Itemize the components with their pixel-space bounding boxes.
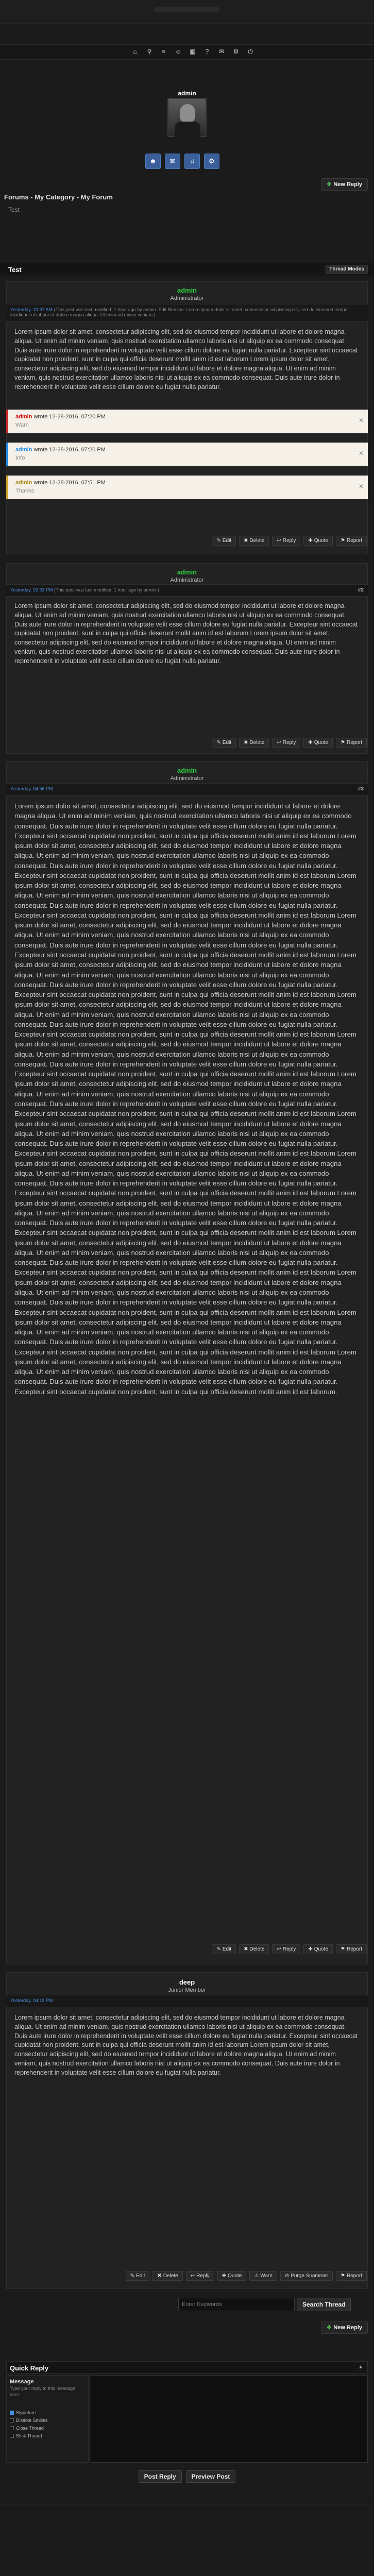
post-1-meta [6,304,368,321]
quote-button[interactable] [303,536,333,546]
close-icon[interactable]: ✕ [358,450,364,457]
quote-label: Quote [314,1946,329,1952]
quote-label: Quote [228,2273,242,2279]
report-button[interactable] [336,536,367,546]
alert-thanks [6,476,368,499]
username[interactable]: admin [178,90,196,97]
reply-label: Reply [282,1946,296,1952]
close-icon[interactable]: ✕ [358,483,364,490]
option-signature[interactable] [10,2410,85,2415]
new-reply-button[interactable] [321,178,368,191]
user-icon[interactable]: ☻ [145,154,161,169]
author-title: Junior Member [168,1987,206,1993]
quote-button[interactable] [303,1944,333,1954]
flag-icon: ⚑ [341,740,345,745]
alert-author[interactable]: admin [15,480,32,486]
quick-reply-buttons [0,2470,374,2483]
author-name[interactable]: admin [177,286,197,294]
checkbox[interactable] [10,2411,14,2415]
alert-info [6,443,368,466]
report-label: Report [346,2273,362,2279]
logout-icon[interactable]: ⏻ [248,48,253,55]
author-name[interactable]: deep [179,1978,195,1986]
mail-icon[interactable]: ✉ [218,48,225,55]
thread-modes-button[interactable]: Thread Modes [326,265,368,274]
delete-label: Delete [249,740,265,745]
purge-spammer-button[interactable] [280,2271,333,2281]
plus-icon: ✚ [308,1946,313,1952]
post-number[interactable]: #2 [358,587,364,593]
warn-button[interactable] [249,2271,277,2281]
option-label: Close Thread [16,2426,44,2431]
post-3-author [6,767,368,782]
new-reply-label: New Reply [333,2325,362,2331]
post-3-body: Lorem ipsum dolor sit amet, consectetur adipiscing elit, sed do eiusmod tempor incididunt ut labore et dolore magna aliqua. Ut enim ad minim veniam, quis nostrud exercitation ullamco laboris nisi ut aliquip ex ea commodo consequat. Duis aute irure dolor in reprehenderit in voluptate velit esse cillum dolore eu fugiat nulla pariatur. Excepteur sint occaecat cupidatat non proident, sunt in culpa qui officia deserunt mollit anim id est laborum Lorem ipsum dolor sit amet, consectetur adipiscing elit, sed do eiusmod tempor incididunt ut labore et dolore magna aliqua. Ut enim ad minim veniam, quis nostrud exercitation ullamco laboris nisi ut aliquip ex ea commodo consequat. Duis aute irure dolor in reprehenderit in voluptate velit esse cillum dolore eu fugiat nulla pariatur. Excepteur sint occaecat cupidatat non proident, sunt in culpa qui officia deserunt mollit anim id est laborum Lorem ipsum dolor sit amet, consectetur adipiscing elit, sed do eiusmod tempor incididunt ut labore et dolore magna aliqua. Ut enim ad minim veniam, quis nostrud exercitation ullamco laboris nisi ut aliquip ex ea commodo consequat. Duis aute irure dolor in reprehenderit in voluptate velit esse cillum dolore eu fugiat nulla pariatur. Excepteur sint occaecat cupidatat non proident, sunt in culpa qui officia deserunt mollit anim id est laborum Lorem ipsum dolor sit amet, consectetur adipiscing elit, sed do eiusmod tempor incididunt ut labore et dolore magna aliqua. Ut enim ad minim veniam, quis nostrud exercitation ullamco laboris nisi ut aliquip ex ea commodo consequat. Duis aute irure dolor in reprehenderit in voluptate velit esse cillum dolore eu fugiat nulla pariatur. Excepteur sint occaecat cupidatat non proident, sunt in culpa qui officia deserunt mollit anim id est laborum Lorem ipsum dolor sit amet, consectetur adipiscing elit, sed do eiusmod tempor incididunt ut labore et dolore magna aliqua. Ut enim ad minim veniam, quis nostrud exercitation ullamco laboris nisi ut aliquip ex ea commodo consequat. Duis aute irure dolor in reprehenderit in voluptate velit esse cillum dolore eu fugiat nulla pariatur. Excepteur sint occaecat cupidatat non proident, sunt in culpa qui officia deserunt mollit anim id est laborum Lorem ipsum dolor sit amet, consectetur adipiscing elit, sed do eiusmod tempor incididunt ut labore et dolore magna aliqua. Ut enim ad minim veniam, quis nostrud exercitation ullamco laboris nisi ut aliquip ex ea commodo consequat. Duis aute irure dolor in reprehenderit in voluptate velit esse cillum dolore eu fugiat nulla pariatur. Excepteur sint occaecat cupidatat non proident, sunt in culpa qui officia deserunt mollit anim id est laborum Lorem ipsum dolor sit amet, consectetur adipiscing elit, sed do eiusmod tempor incididunt ut labore et dolore magna aliqua. Ut enim ad minim veniam, quis nostrud exercitation ullamco laboris nisi ut aliquip ex ea commodo consequat. Duis aute irure dolor in reprehenderit in voluptate velit esse cillum dolore eu fugiat nulla pariatur. Excepteur sint occaecat cupidatat non proident, sunt in culpa qui officia deserunt mollit anim id est laborum Lorem ipsum dolor sit amet, consectetur adipiscing elit, sed do eiusmod tempor incididunt ut labore et dolore magna aliqua. Ut enim ad minim veniam, quis nostrud exercitation ullamco laboris nisi ut aliquip ex ea commodo consequat. Duis aute irure dolor in reprehenderit in voluptate velit esse cillum dolore eu fugiat nulla pariatur. Excepteur sint occaecat cupidatat non proident, sunt in culpa qui officia deserunt mollit anim id est laborum Lorem ipsum dolor sit amet, consectetur adipiscing elit, sed do eiusmod tempor incididunt ut labore et dolore magna aliqua. Ut enim ad minim veniam, quis nostrud exercitation ullamco laboris nisi ut aliquip ex ea commodo consequat. Duis aute irure dolor in reprehenderit in voluptate velit esse cillum dolore eu fugiat nulla pariatur. Excepteur sint occaecat cupidatat non proident, sunt in culpa qui officia deserunt mollit anim id est laborum Lorem ipsum dolor sit amet, consectetur adipiscing elit, sed do eiusmod tempor incididunt ut labore et dolore magna aliqua. Ut enim ad minim veniam, quis nostrud exercitation ullamco laboris nisi ut aliquip ex ea commodo consequat. Duis aute irure dolor in reprehenderit in voluptate velit esse cillum dolore eu fugiat nulla pariatur. Excepteur sint occaecat cupidatat non proident, sunt in culpa qui officia deserunt mollit anim id est laborum Lorem ipsum dolor sit amet, consectetur adipiscing elit, sed do eiusmod tempor incididunt ut labore et dolore magna aliqua. Ut enim ad minim veniam, quis nostrud exercitation ullamco laboris nisi ut aliquip ex ea commodo consequat. Duis aute irure dolor in reprehenderit in voluptate velit esse cillum dolore eu fugiat nulla pariatur. Excepteur sint occaecat cupidatat non proident, sunt in culpa qui officia deserunt mollit anim id est laborum Lorem ipsum dolor sit amet, consectetur adipiscing elit, sed do eiusmod tempor incididunt ut labore et dolore magna aliqua. Ut enim ad minim veniam, quis nostrud exercitation ullamco laboris nisi ut aliquip ex ea commodo consequat. Duis aute irure dolor in reprehenderit in voluptate velit esse cillum dolore eu fugiat nulla pariatur. Excepteur sint occaecat cupidatat non proident, sunt in culpa qui officia deserunt mollit anim id est laborum Lorem ipsum dolor sit amet, consectetur adipiscing elit, sed do eiusmod tempor incididunt ut labore et dolore magna aliqua. Ut enim ad minim veniam, quis nostrud exercitation ullamco laboris nisi ut aliquip ex ea commodo consequat. Duis aute irure dolor in reprehenderit in voluptate velit esse cillum dolore eu fugiat nulla pariatur. Excepteur sint occaecat cupidatat non proident, sunt in culpa qui officia deserunt mollit anim id est laborum Lorem ipsum dolor sit amet, consectetur adipiscing elit, sed do eiusmod tempor incididunt ut labore et dolore magna aliqua. Ut enim ad minim veniam, quis nostrud exercitation ullamco laboris nisi ut aliquip ex ea commodo consequat. Duis aute irure dolor in reprehenderit in voluptate velit esse cillum dolore eu fugiat nulla pariatur. Excepteur sint occaecat cupidatat non proident, sunt in culpa qui officia deserunt mollit anim id est laborum Lorem ipsum dolor sit amet, consectetur adipiscing elit, sed do eiusmod tempor incididunt ut labore et dolore magna aliqua. Ut enim ad minim veniam, quis nostrud exercitation ullamco laboris nisi ut aliquip ex ea commodo consequat. Duis aute irure dolor in reprehenderit in voluptate velit esse cillum dolore eu fugiat nulla pariatur. Excepteur sint occaecat cupidatat non proident, sunt in culpa qui officia deserunt mollit anim id est laborum. [14,802,356,1396]
pencil-icon: ✎ [130,2273,135,2279]
option-disable-smilies[interactable] [10,2418,85,2423]
edit-button[interactable] [212,738,236,748]
option-label: Stick Thread [16,2433,42,2439]
alert-text: wrote 12-28-2016, 07:51 PM [33,480,106,486]
option-close-thread[interactable] [10,2426,85,2431]
reply-icon: ↩ [277,740,281,745]
trash-icon: ✖ [244,740,248,745]
users-icon[interactable]: ☺ [175,48,182,55]
post-4-body: Lorem ipsum dolor sit amet, consectetur adipiscing elit, sed do eiusmod tempor incididunt ut labore et dolore magna aliqua. Ut enim ad minim veniam, quis nostrud exercitation ullamco laboris nisi ut aliquip ex ea commodo consequat. Duis aute irure dolor in reprehenderit in voluptate velit esse cillum dolore eu fugiat nulla pariatur. Excepteur sint occaecat cupidatat non proident, sunt in culpa qui officia deserunt mollit anim id est laborum Lorem ipsum dolor sit amet, consectetur adipiscing elit, sed do eiusmod tempor incididunt ut labore et dolore magna aliqua. Ut enim ad minim veniam, quis nostrud exercitation ullamco laboris nisi ut aliquip ex ea commodo consequat. Duis aute irure dolor in reprehenderit in voluptate velit esse cillum dolore eu fugiat nulla pariatur. [14,2014,358,2076]
author-title: Administrator [170,577,204,583]
reply-button[interactable] [272,1944,300,1954]
quote-button[interactable] [303,738,333,748]
reply-icon: ↩ [277,1946,281,1952]
close-icon[interactable]: ✕ [358,417,364,424]
report-button[interactable] [336,2271,367,2281]
plus-icon: ✚ [327,2325,332,2331]
pencil-icon: ✎ [216,1946,221,1952]
author-name[interactable]: admin [177,767,197,774]
edit-label: Edit [222,538,232,544]
reply-button[interactable] [272,536,300,546]
checkbox[interactable] [10,2426,14,2430]
post-4-actions [126,2271,367,2281]
trash-icon: ✖ [244,1946,248,1952]
post-date[interactable]: Yesterday, 04:19 PM [10,1998,53,2003]
plus-icon: ✚ [308,740,313,745]
message-label: Message [10,2379,34,2385]
alert-label: Thanks [15,488,35,494]
plus-icon: ✚ [222,2273,227,2279]
delete-button[interactable] [239,536,269,546]
report-label: Report [346,740,362,745]
search-thread-button[interactable]: Search Thread [297,2298,351,2311]
edit-button[interactable] [212,1944,236,1954]
post-number[interactable]: #3 [358,786,364,792]
delete-button[interactable] [239,1944,269,1954]
collapse-icon[interactable]: ▲ [358,2364,363,2370]
quote-button[interactable] [217,2271,247,2281]
bell-icon[interactable]: ♫ [184,154,200,169]
pencil-icon: ✎ [216,740,221,745]
new-reply-button-bottom[interactable] [321,2321,368,2334]
delete-label: Delete [163,2273,178,2279]
breadcrumb[interactable]: Forums - My Category - My Forum [4,193,113,201]
author-name[interactable]: admin [177,568,197,576]
post-2-actions [212,738,367,748]
pencil-icon: ✎ [216,538,221,544]
calendar-icon[interactable]: ▦ [190,48,196,55]
trash-icon: ✖ [244,538,248,544]
post-1-author [6,286,368,301]
help-icon[interactable]: ? [205,48,209,55]
preview-post-button[interactable]: Preview Post [186,2470,236,2483]
quick-reply-textarea[interactable] [91,2375,368,2463]
delete-label: Delete [249,538,265,544]
reply-label: Reply [282,740,296,745]
post-date[interactable]: Yesterday, 02:31 PM [10,587,53,592]
pm-icon[interactable]: ✉ [165,154,180,169]
alert-label: Warn [15,422,29,428]
search-input[interactable] [178,2298,295,2311]
author-title: Administrator [170,295,204,301]
author-title: Administrator [170,775,204,782]
avatar[interactable] [167,98,207,137]
post-date[interactable]: Yesterday, 04:56 PM [10,786,53,791]
post-4-author [6,1978,368,1993]
report-label: Report [346,1946,362,1952]
thread-search [178,2298,351,2311]
quick-reply-header [6,2361,368,2374]
edit-note: (This post was last modified: 1 hour ago by admin.) [54,587,159,592]
reply-label: Reply [196,2273,210,2279]
alert-warn [6,410,368,433]
user-buttons [145,154,219,169]
new-reply-label: New Reply [333,181,362,188]
alert-text: wrote 12-28-2016, 07:20 PM [33,414,106,420]
post-3-meta [6,783,368,795]
quote-label: Quote [314,740,329,745]
gear-icon[interactable]: ⚙ [233,48,239,55]
checkbox[interactable] [10,2434,14,2438]
flag-icon: ⚑ [341,1946,345,1952]
post-1-body: Lorem ipsum dolor sit amet, consectetur adipiscing elit, sed do eiusmod tempor incididunt ut labore et dolore magna aliqua. Ut enim ad minim veniam, quis nostrud exercitation ullamco laboris nisi ut aliquip ex ea commodo consequat. Duis aute irure dolor in reprehenderit in voluptate velit esse cillum dolore eu fugiat nulla pariatur. Excepteur sint occaecat cupidatat non proident, sunt in culpa qui officia deserunt mollit anim id est laborum Lorem ipsum dolor sit amet, consectetur adipiscing elit, sed do eiusmod tempor incididunt ut labore et dolore magna aliqua. Ut enim ad minim veniam, quis nostrud exercitation ullamco laboris nisi ut aliquip ex ea commodo consequat. Duis aute irure dolor in reprehenderit in voluptate velit esse cillum dolore eu fugiat nulla pariatur. [14,328,358,391]
page-title: Test [8,206,20,213]
nav-icons [131,48,254,55]
plus-icon: ✚ [327,181,332,188]
message-hint: Type your reply to this message here. [10,2386,76,2397]
reply-label: Reply [282,538,296,544]
flag-icon: ⚑ [341,538,345,544]
post-4-meta [6,1995,368,2007]
option-stick-thread[interactable] [10,2433,85,2438]
thread-title: Test [8,266,22,274]
alert-author[interactable]: admin [15,414,32,420]
post-1-actions [212,536,367,546]
option-label: Signature [16,2410,36,2416]
delete-button[interactable] [239,738,269,748]
checkbox[interactable] [10,2418,14,2422]
settings-icon[interactable]: ⚙ [204,154,219,169]
warning-icon: ⚠ [254,2273,259,2279]
delete-label: Delete [249,1946,265,1952]
plus-icon: ✚ [308,538,313,544]
report-label: Report [346,538,362,544]
quick-reply-options [6,2375,89,2463]
reply-icon: ↩ [190,2273,195,2279]
post-3-actions [212,1944,367,1954]
purge-label: Purge Spammer [291,2273,329,2279]
home-icon[interactable]: ⌂ [133,48,137,55]
option-label: Disable Smilies [16,2418,48,2424]
edit-note: (This post was last modified: 1 hour ago by admin. Edit Reason: Lorem ipsum dolor sit amet, consectetur adipiscing elit, sed do eiusmod tempor incididunt ut labore et dolore magna aliqua. Ut enim ad minim veniam.) [10,307,349,317]
alert-label: Info [15,455,25,461]
edit-button[interactable] [126,2271,150,2281]
warn-label: Warn [260,2273,273,2279]
trash-icon: ✖ [157,2273,162,2279]
edit-button[interactable] [212,536,236,546]
list-icon[interactable]: ≡ [162,48,166,55]
edit-label: Edit [222,1946,232,1952]
quote-label: Quote [314,538,329,544]
post-reply-button[interactable]: Post Reply [139,2470,182,2483]
report-button[interactable] [336,1944,367,1954]
reply-icon: ↩ [277,538,281,544]
alert-text: wrote 12-28-2016, 07:20 PM [33,447,106,453]
search-icon[interactable]: ⚲ [147,48,152,55]
post-2-author [6,568,368,583]
site-logo[interactable] [155,7,219,12]
thread-header [0,263,374,276]
reply-button[interactable] [186,2271,214,2281]
flag-icon: ⚑ [341,2273,345,2279]
post-2-body: Lorem ipsum dolor sit amet, consectetur adipiscing elit, sed do eiusmod tempor incididunt ut labore et dolore magna aliqua. Ut enim ad minim veniam, quis nostrud exercitation ullamco laboris nisi ut aliquip ex ea commodo consequat. Duis aute irure dolor in reprehenderit in voluptate velit esse cillum dolore eu fugiat nulla pariatur. Excepteur sint occaecat cupidatat non proident, sunt in culpa qui officia deserunt mollit anim id est laborum Lorem ipsum dolor sit amet, consectetur adipiscing elit, sed do eiusmod tempor incididunt ut labore et dolore magna aliqua. Ut enim ad minim veniam, quis nostrud exercitation ullamco laboris nisi ut aliquip ex ea commodo consequat. Duis aute irure dolor in reprehenderit in voluptate velit esse cillum dolore eu fugiat nulla pariatur. [14,602,358,665]
edit-label: Edit [222,740,232,745]
edit-label: Edit [136,2273,145,2279]
report-button[interactable] [336,738,367,748]
alert-author[interactable]: admin [15,447,32,453]
post-date[interactable]: Yesterday, 10:37 AM [10,307,53,312]
post-2-meta [6,584,368,597]
reply-button[interactable] [272,738,300,748]
delete-button[interactable] [152,2271,182,2281]
ban-icon: ⊘ [284,2273,290,2279]
quick-reply-title: Quick Reply [10,2364,49,2372]
